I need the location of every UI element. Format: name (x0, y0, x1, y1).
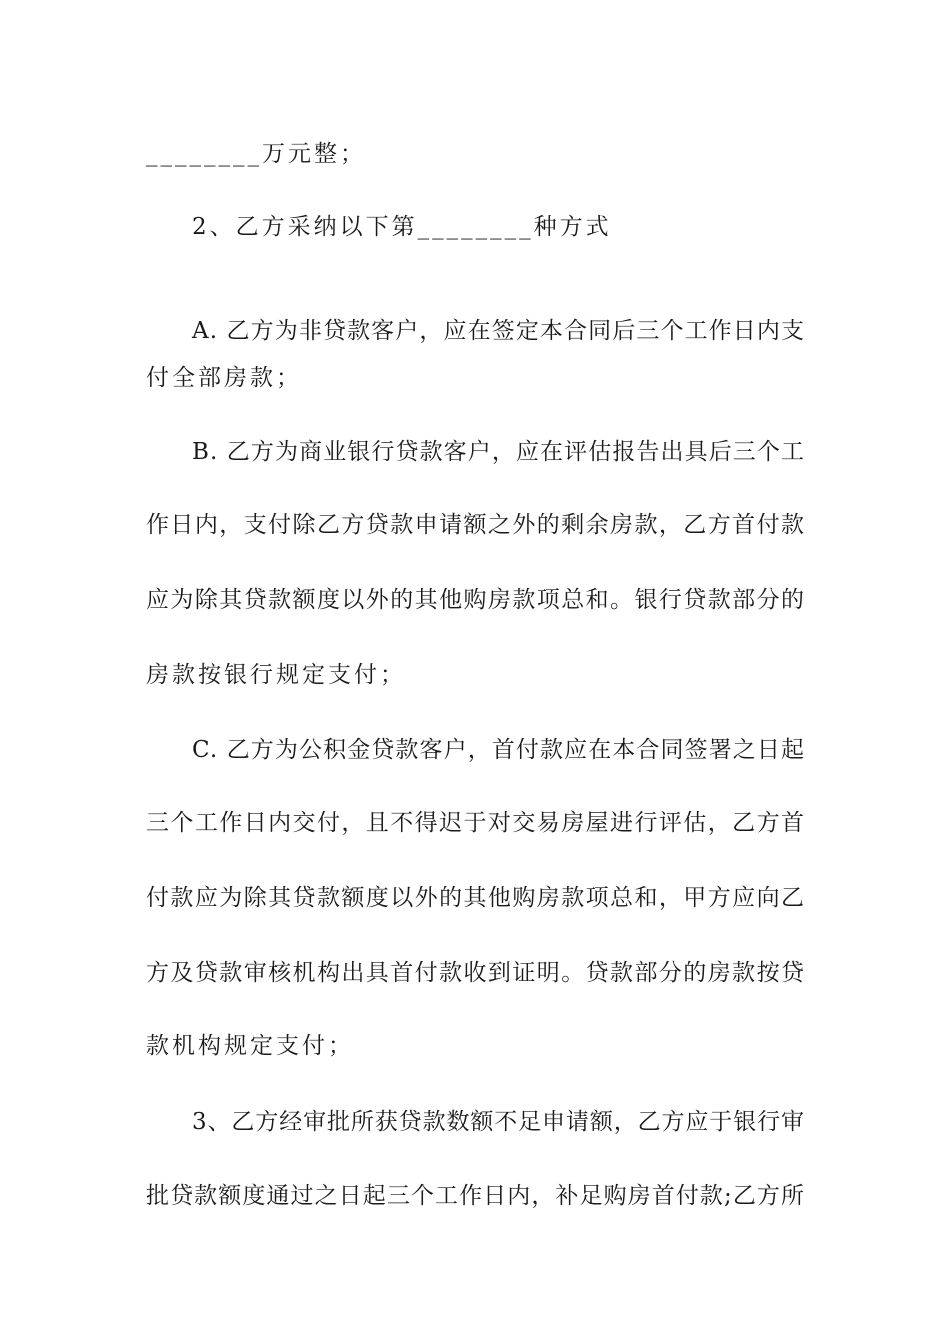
text-line-14 (0, 1102, 950, 1142)
text-line-7 (0, 580, 950, 620)
paragraph-text: 付款应为除其贷款额度以外的其他购房款项总和，甲方应向乙 (146, 885, 806, 911)
paragraph-text: 款机构规定支付； (146, 1033, 354, 1059)
paragraph-text: 3、乙方经审批所获贷款数额不足申请额，乙方应于银行审 (192, 1109, 805, 1135)
text-line-6 (0, 505, 950, 545)
paragraph-text: ________万元整； (146, 141, 366, 167)
paragraph-text: 方及贷款审核机构出具首付款收到证明。贷款部分的房款按贷 (146, 960, 806, 986)
paragraph-text: B. 乙方为商业银行贷款客户，应在评估报告出具后三个工 (192, 439, 806, 465)
paragraph-text: 三个工作日内交付，且不得迟于对交易房屋进行评估，乙方首 (146, 810, 806, 836)
paragraph-text: 批贷款额度通过之日起三个工作日内，补足购房首付款;乙方所 (146, 1183, 806, 1209)
text-line-10 (0, 803, 950, 843)
text-line-4 (0, 358, 950, 398)
text-line-8 (0, 655, 950, 695)
text-line-9 (0, 730, 950, 770)
paragraph-text: A. 乙方为非贷款客户，应在签定本合同后三个工作日内支 (192, 318, 806, 344)
paragraph-text: 应为除其贷款额度以外的其他购房款项总和。银行贷款部分的 (146, 587, 806, 613)
text-line-5 (0, 432, 950, 472)
paragraph-text: 2、乙方采纳以下第________种方式 (192, 214, 612, 240)
text-line-15 (0, 1176, 950, 1216)
paragraph-text: 作日内，支付除乙方贷款申请额之外的剩余房款，乙方首付款 (146, 512, 806, 538)
text-line-2 (0, 207, 950, 247)
paragraph-text: 房款按银行规定支付； (146, 662, 406, 688)
text-line-11 (0, 878, 950, 918)
paragraph-text: 付全部房款； (146, 365, 302, 391)
text-line-12 (0, 953, 950, 993)
text-line-1 (0, 134, 950, 174)
text-line-3 (0, 311, 950, 351)
text-line-13 (0, 1026, 950, 1066)
paragraph-text: C. 乙方为公积金贷款客户，首付款应在本合同签署之日起 (192, 737, 806, 763)
